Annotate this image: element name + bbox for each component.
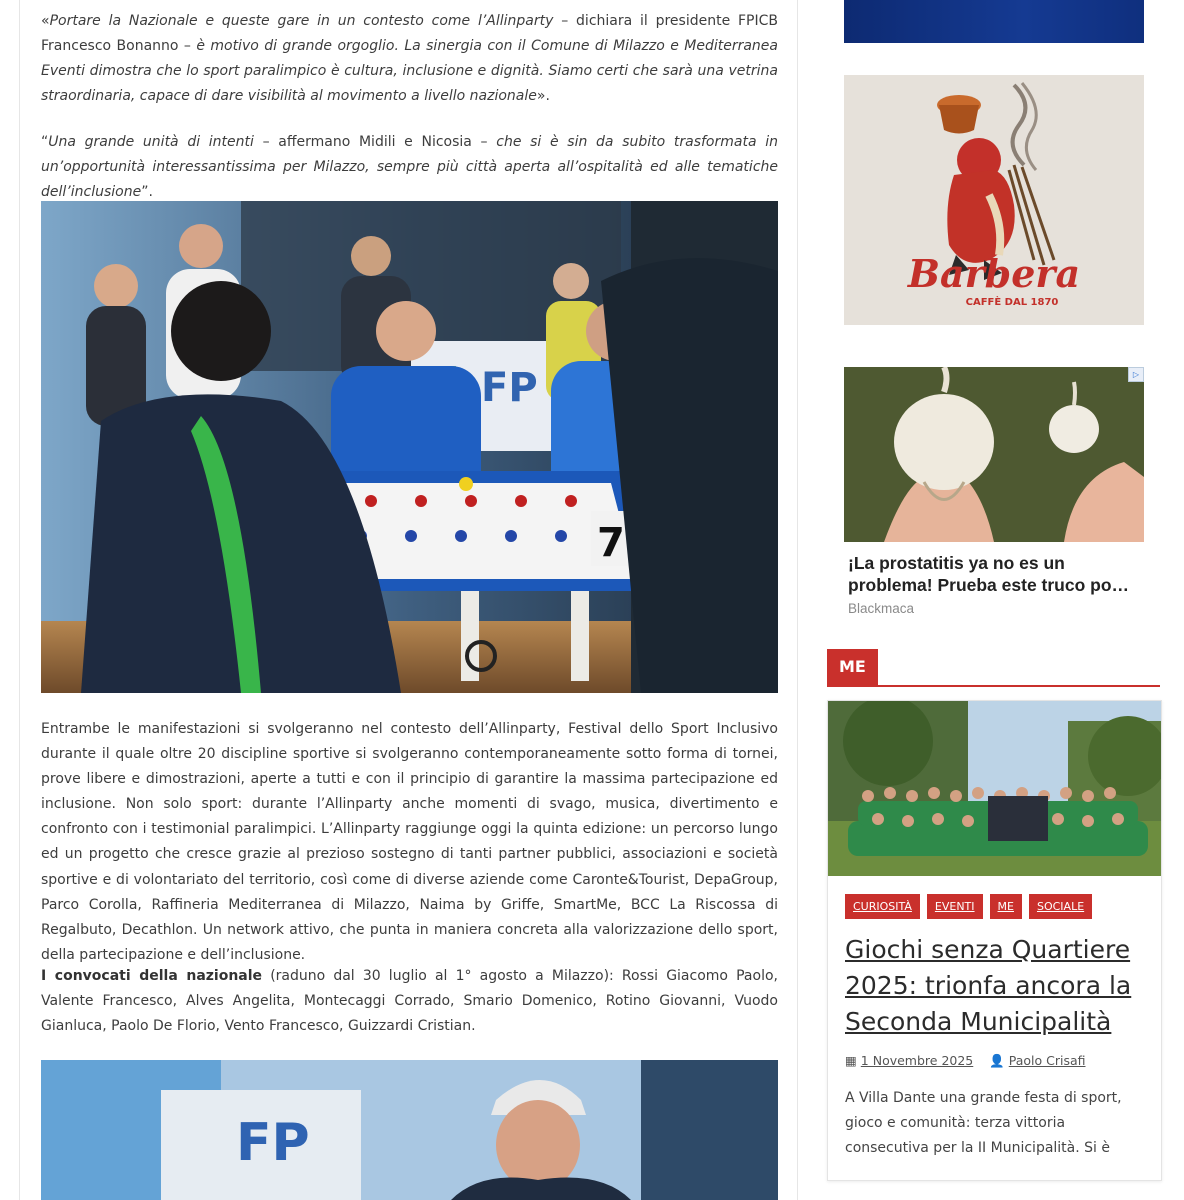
user-icon: 👤 — [989, 1053, 1005, 1068]
ad-choices-icon[interactable]: ▷ — [1128, 367, 1144, 382]
banner-text: FP — [236, 1113, 310, 1173]
article-column — [19, 0, 798, 1200]
tag-eventi[interactable]: EVENTI — [927, 894, 983, 919]
barbera-ad[interactable] — [844, 75, 1144, 325]
svg-text:FP: FP — [481, 365, 538, 411]
native-ad-title[interactable]: ¡La prostatitis ya no es un problema! Prueba este truco po… — [848, 553, 1130, 595]
article-photo-foosball[interactable] — [41, 201, 778, 693]
native-ad[interactable] — [844, 367, 1144, 627]
post-author[interactable]: Paolo Crisafi — [1008, 1053, 1086, 1068]
barbera-logo: Barbera — [907, 251, 1081, 296]
tag-sociale[interactable]: SOCIALE — [1029, 894, 1092, 919]
calendar-icon: ▦ — [845, 1053, 857, 1068]
post-tags — [845, 894, 1099, 919]
post-card — [827, 700, 1162, 1181]
quote-paragraph-midili-nicosia: “Una grande unità di intenti – affermano Midili e Nicosia – che si è sin da subito trasformata in un’opportunità interessantissima per Milazzo, sempre più città aperta all’ospitalità ed alle tematiche dell’inclusione”. — [41, 134, 778, 201]
native-ad-image[interactable] — [844, 367, 1144, 542]
category-tab-me[interactable]: ME — [827, 649, 878, 685]
tag-curiosita[interactable]: CURIOSITÀ — [845, 894, 920, 919]
post-title[interactable]: Giochi senza Quartiere 2025: trionfa ancora la Seconda Municipalità — [845, 935, 1132, 1036]
post-date[interactable]: 1 Novembre 2025 — [860, 1053, 974, 1068]
quote-paragraph-president: «Portare la Nazionale e queste gare in un contesto come l’Allinparty – dichiara il presidente FPICB Francesco Bonanno – è motivo di grande orgoglio. La sinergia con il Comune di Milazzo e Mediterranea Eventi dimostra che lo sport paralimpico è cultura, inclusione e dignità. Siamo certi che sarà una vetrina straordinaria, capace di dare visibilità al movimento a livello nazionale». — [41, 13, 779, 105]
post-card-image[interactable] — [828, 701, 1161, 876]
category-header — [827, 649, 1160, 687]
article-photo-player[interactable] — [41, 1060, 778, 1200]
paragraph-allinparty: Entrambe le manifestazioni si svolgeranno nel contesto dell’Allinparty, Festival dello Sport Inclusivo durante il quale oltre 20 discipline sportive si svolgeranno contemporaneamente sotto forma di tornei, prove libere e dimostrazioni, aperte a tutti e con il principio di garantire la massima partecipazione ed inclusione. Non solo sport: durante l’Allinparty anche momenti di svago, musica, divertimento e confronto con i testimonial paralimpici. L’Allinparty raggiunge oggi la quinta edizione: un percorso lungo ed un progetto che cresce grazie al prezioso sostegno di tanti partner pubblici, associazioni e società sportive e di volontariato del territorio, così come di diverse aziende come Caronte&Tourist, DepaGroup, Parco Corolla, Raffineria Mediterranea di Milazzo, Naima by Griffe, SmartMe, BCC La Riscossa di Regalbuto, Decathlon. Un network attivo, che punta in maniera concreta alla valorizzazione dello sport, della partecipazione e dell’inclusione. — [41, 721, 778, 963]
barbera-tagline: CAFFÈ DAL 1870 — [965, 297, 1059, 308]
top-banner-ad[interactable] — [844, 0, 1144, 43]
post-excerpt: A Villa Dante una grande festa di sport, gioco e comunità: terza vittoria consecutiva per la II Municipalità. Si è — [845, 1090, 1122, 1156]
native-ad-source: Blackmaca — [848, 601, 915, 616]
paragraph-convocati: I convocati della nazionale (raduno dal 30 luglio al 1° agosto a Milazzo): Rossi Giacomo Paolo, Valente Francesco, Alves Angelita, Montecaggi Corrado, Smario Domenico, Rotino Giovanni, Vuodo Gianluca, Paolo De Florio, Vento Francesco, Guizzardi Cristian. — [41, 968, 778, 1035]
table-number: 7 — [597, 520, 625, 566]
post-meta — [845, 1053, 1086, 1069]
tag-me[interactable]: ME — [990, 894, 1022, 919]
